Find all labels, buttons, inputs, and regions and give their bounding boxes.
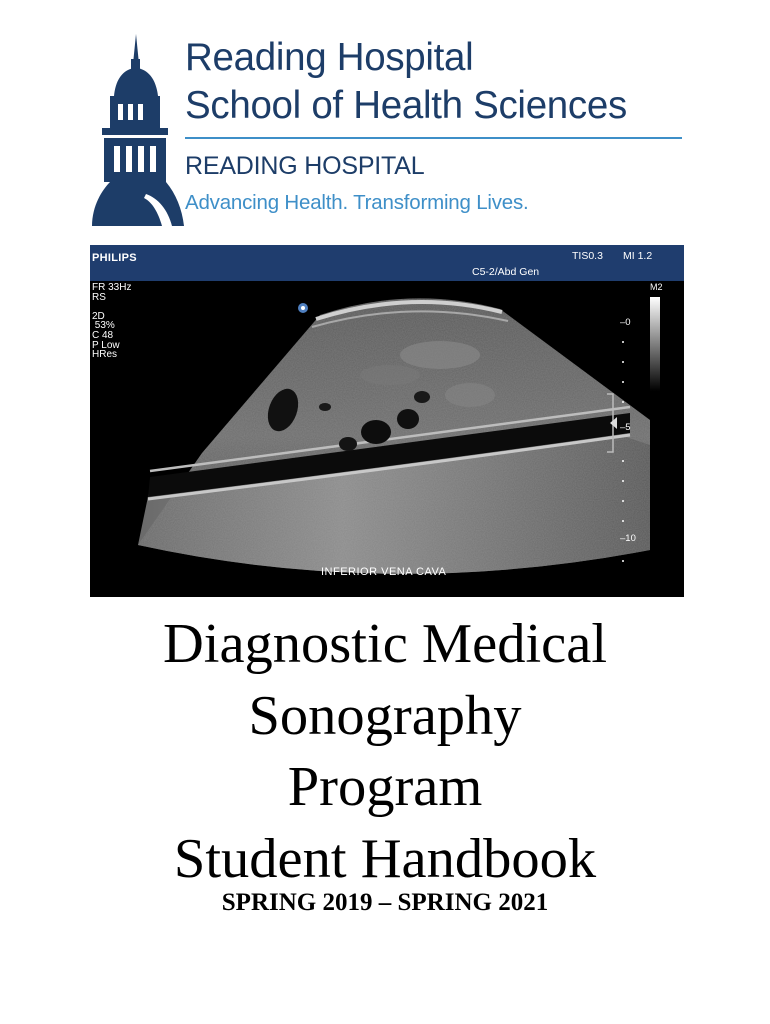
ultrasound-caption: INFERIOR VENA CAVA [321, 566, 447, 578]
ultrasound-mi: MI 1.2 [623, 250, 653, 262]
depth-label-0: –0 [620, 317, 631, 328]
ultrasound-brand: PHILIPS [92, 252, 137, 264]
title-line-1: Diagnostic Medical [162, 613, 608, 675]
depth-label-5: –5 [620, 422, 631, 433]
ultrasound-tis: TIS0.3 [572, 250, 603, 262]
ultrasound-image [90, 245, 684, 597]
depth-label-10: –10 [620, 533, 636, 544]
ultrasound-probe: C5-2/Abd Gen [472, 266, 540, 278]
title-line-2: Sonography [248, 684, 522, 747]
grayscale-bar [650, 297, 660, 391]
title-line-3: Program [287, 756, 483, 818]
logo-divider [185, 137, 682, 139]
hospital-name: READING HOSPITAL [185, 152, 425, 180]
building-tower-icon [88, 34, 184, 226]
document-title [0, 609, 770, 895]
ultrasound-parameters: FR 33Hz RS 2D 53% C 48 P Low HRes [92, 282, 132, 361]
handbook-dates: SPRING 2019 – SPRING 2021 [221, 889, 549, 916]
title-line-4: Student Handbook [173, 827, 597, 890]
tagline: Advancing Health. Transforming Lives. [185, 191, 529, 214]
school-logo [88, 34, 688, 229]
school-name-line1: Reading Hospital [185, 36, 474, 79]
ultrasound-scan [90, 245, 684, 597]
grayscale-label: M2 [650, 282, 663, 292]
school-name-line2: School of Health Sciences [185, 84, 627, 127]
